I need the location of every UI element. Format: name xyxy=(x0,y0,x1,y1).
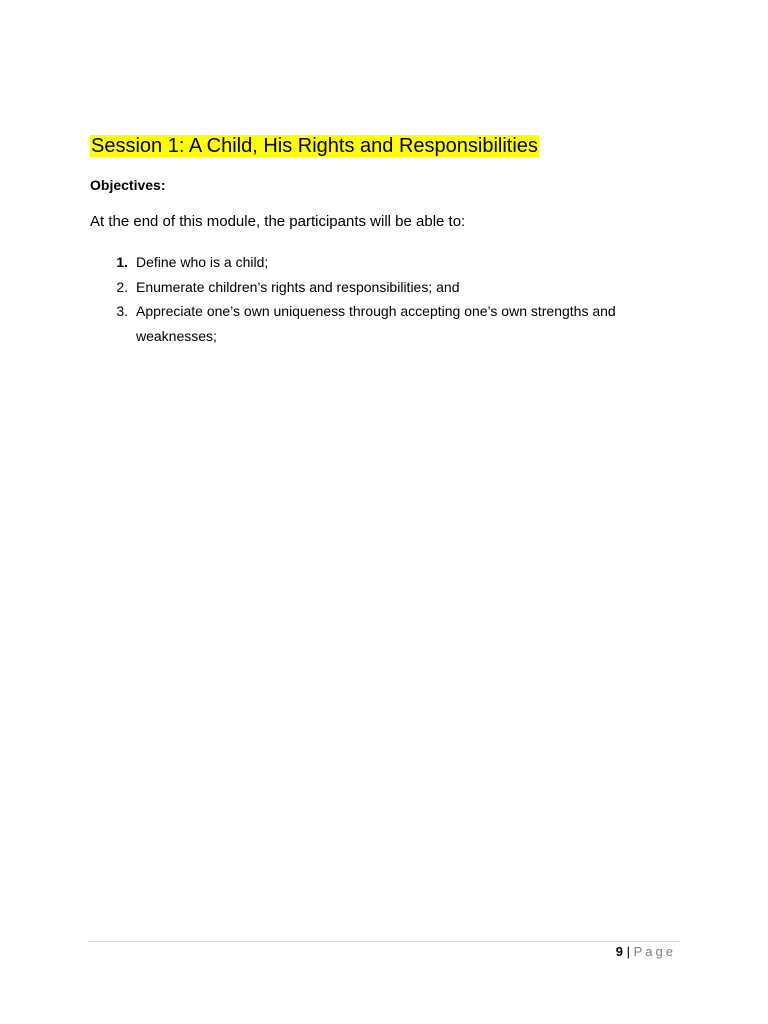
objectives-heading: Objectives: xyxy=(90,177,166,193)
list-item-text: Enumerate children’s rights and responsibilities; and xyxy=(136,278,460,295)
list-item-text: Define who is a child; xyxy=(136,254,269,270)
list-item-text: Appreciate one’s own uniqueness through accepting one’s own strengths and weaknesses; xyxy=(136,303,616,344)
list-item-number: 2. xyxy=(116,278,128,295)
footer-divider xyxy=(88,941,680,942)
list-item-number: 1. xyxy=(116,254,128,270)
page-label: Page xyxy=(633,944,676,959)
objectives-list xyxy=(90,250,680,348)
intro-text: At the end of this module, the participants will be able to: xyxy=(90,213,466,230)
page-number: 9 xyxy=(615,944,623,959)
list-item xyxy=(90,299,680,348)
session-title-text: Session 1: A Child, His Rights and Responsibilities xyxy=(91,135,538,157)
session-title xyxy=(90,131,539,161)
list-item-number: 3. xyxy=(116,303,128,319)
list-item xyxy=(90,250,680,275)
list-item xyxy=(90,275,680,300)
footer-separator: | xyxy=(626,944,630,959)
page-footer xyxy=(616,943,676,961)
